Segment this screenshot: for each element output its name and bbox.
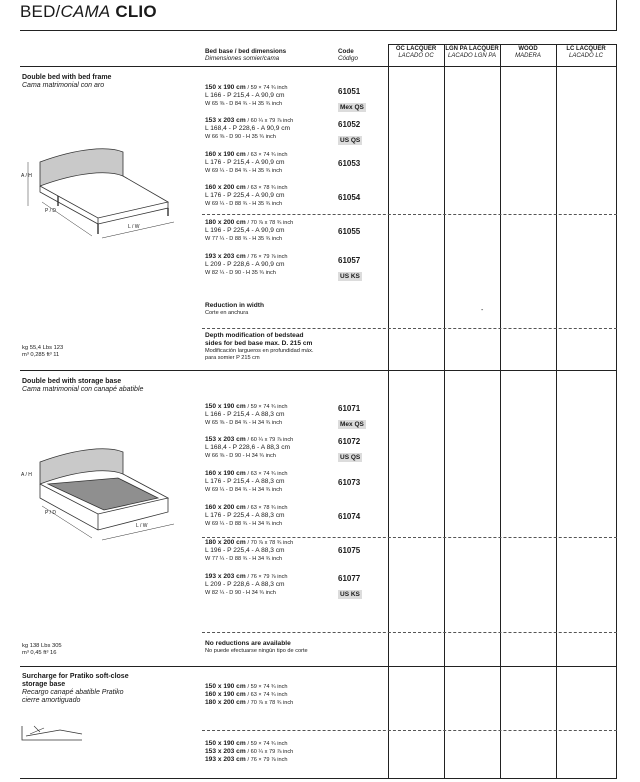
column-header-oc: OC LACQUER LACADO OC [395,46,437,59]
column-header-top [388,44,617,45]
table-row: 150 x 190 cm / 59 × 74 ¾ inch L 166 - P 215,4 - A 88,3 cm W 65 ⅜ - D 84 ¾ - H 34 ¾ inch [205,403,288,426]
table-row: 180 x 200 cm / 70 ⅞ x 78 ¾ inch L 196 - P 225,4 - A 88,3 cm W 77 ¼ - D 88 ¾ - H 34 ¾ inch [205,539,294,562]
row-separator [202,632,617,633]
section-divider [20,666,202,667]
list-item: 160 x 190 cm / 63 × 74 ¾ inch [205,691,288,698]
height-label: A / H [21,173,32,179]
product-code: 61071 Mex QS [338,404,364,428]
list-item: 150 x 190 cm / 59 × 74 ¾ inch [205,740,288,747]
width-label: L / W [136,523,148,529]
table-row: 153 x 203 cm / 60 ¼ x 79 ⅞ inch L 168,4 - P 228,6 - A 88,3 cm W 66 ⅜ - D 90 - H 34 ¾ inch [205,436,294,459]
product-code: 61053 [338,159,361,168]
table-row: 160 x 200 cm / 63 × 78 ¾ inch L 176 - P 225,4 - A 90,9 cm W 69 ¼ - D 88 ¾ - H 35 ¾ inch [205,184,288,207]
surcharge-group [205,740,293,764]
bottom-rule [20,778,617,779]
table-row: 160 x 190 cm / 63 × 74 ¾ inch L 176 - P 215,4 - A 88,3 cm W 69 ¼ - D 84 ¾ - H 34 ¾ inch [205,470,288,493]
column-header-lgn-pa: LGN PA LACQUER LACADO LGN PA [445,46,499,59]
product-code: 61073 [338,478,361,487]
list-item: 150 x 190 cm / 59 × 74 ¾ inch [205,683,288,690]
product-code: 61054 [338,193,361,202]
table-row: 150 x 190 cm / 59 × 74 ¾ inch L 166 - P 215,4 - A 90,9 cm W 65 ⅜ - D 84 ¾ - H 35 ¾ inch [205,84,288,107]
product-code: 61057 US KS [338,256,361,280]
reduction-note: Reduction in width Corte en anchura [205,302,264,316]
section-divider [20,370,202,371]
market-badge: Mex QS [340,421,364,428]
product-code: 61055 [338,227,361,236]
product-code: 61077 US KS [338,574,361,598]
section-title: Double bed with bed frame Cama matrimonial con aro [22,74,112,89]
column-header-lc: LC LACQUER LACADO LC [566,46,606,59]
pratiko-storage-illustration [20,722,90,748]
list-item: 153 x 203 cm / 60 ¼ x 79 ⅞ inch [205,748,294,755]
product-code: 61074 [338,512,361,521]
column-divider [556,44,557,778]
product-code: 61052 US QS [338,120,361,144]
row-separator [202,537,617,538]
reduction-mark: - [481,307,484,314]
depth-label: P / D [45,510,57,516]
row-separator [202,214,617,215]
depth-label: P / D [45,208,57,214]
market-badge: US QS [340,454,361,461]
market-badge: US QS [340,137,361,144]
list-item: 193 x 203 cm / 76 × 79 ⅞ inch [205,756,288,763]
product-code: 61075 [338,546,361,555]
product-code: 61051 Mex QS [338,87,364,111]
list-item: 180 x 200 cm / 70 ⅞ x 78 ¾ inch [205,699,294,706]
section-title: Surcharge for Pratiko soft-close storage base Recargo canapé abatible Pratiko cierre amortiguado [22,673,129,704]
width-label: L / W [128,224,140,230]
table-row: 153 x 203 cm / 60 ¼ x 79 ⅞ inch L 168,4 - P 228,6 - A 90,9 cm W 66 ⅜ - D 90 - H 35 ¾ inch [205,117,294,140]
no-reduction-note: No reductions are available No puede efectuarse ningún tipo de corte [205,640,308,654]
weight-info: kg 55,4 Lbs 123 m³ 0,285 ft³ 11 [22,345,64,358]
column-divider [444,44,445,778]
market-badge: US KS [340,273,360,280]
table-row: 180 x 200 cm / 70 ⅞ x 78 ¾ inch L 196 - P 225,4 - A 90,9 cm W 77 ¼ - D 88 ¾ - H 35 ¾ inch [205,219,294,242]
table-row: 193 x 203 cm / 76 × 79 ⅞ inch L 209 - P 228,6 - A 90,9 cm W 82 ¼ - D 90 - H 35 ¾ inch [205,253,288,276]
column-header-wood: WOOD MADERA [515,46,541,59]
title-underline [20,30,617,31]
depth-modification-note: Depth modification of bedstead sides for bed base max. D. 215 cm Modificación largueros en profundidad máx. para somier P 215 cm [205,332,314,361]
code-header: Code Código [338,48,358,62]
section-title: Double bed with storage base Cama matrimonial con canapé abatible [22,378,144,393]
height-label: A / H [21,472,32,478]
weight-info: kg 138 Lbs 305 m³ 0,45 ft³ 16 [22,643,62,656]
surcharge-group [205,683,293,707]
market-badge: US KS [340,591,360,598]
header-bottom-rule [202,66,617,67]
title-frame-right [616,0,617,30]
column-divider [616,44,617,778]
table-row: 160 x 200 cm / 63 × 78 ¾ inch L 176 - P 225,4 - A 88,3 cm W 69 ¼ - D 88 ¾ - H 34 ¾ inch [205,504,288,527]
column-divider [388,44,389,778]
bed-frame-illustration [18,140,188,240]
row-separator [202,730,617,731]
section-rule [202,666,617,667]
market-badge: Mex QS [340,104,364,111]
page-title: BED/CAMA CLIO [20,2,157,21]
table-row: 160 x 190 cm / 63 × 74 ¾ inch L 176 - P 215,4 - A 90,9 cm W 69 ¼ - D 84 ¾ - H 35 ¾ inch [205,151,288,174]
bed-base-header: Bed base / bed dimensions Dimensiones somier/cama [205,48,287,62]
section-divider [20,66,202,67]
product-code: 61072 US QS [338,437,361,461]
section-rule [202,370,617,371]
row-separator [202,328,617,329]
storage-bed-illustration [18,440,188,540]
table-row: 193 x 203 cm / 76 × 79 ⅞ inch L 209 - P 228,6 - A 88,3 cm W 82 ¼ - D 90 - H 34 ¾ inch [205,573,288,596]
column-divider [500,44,501,778]
